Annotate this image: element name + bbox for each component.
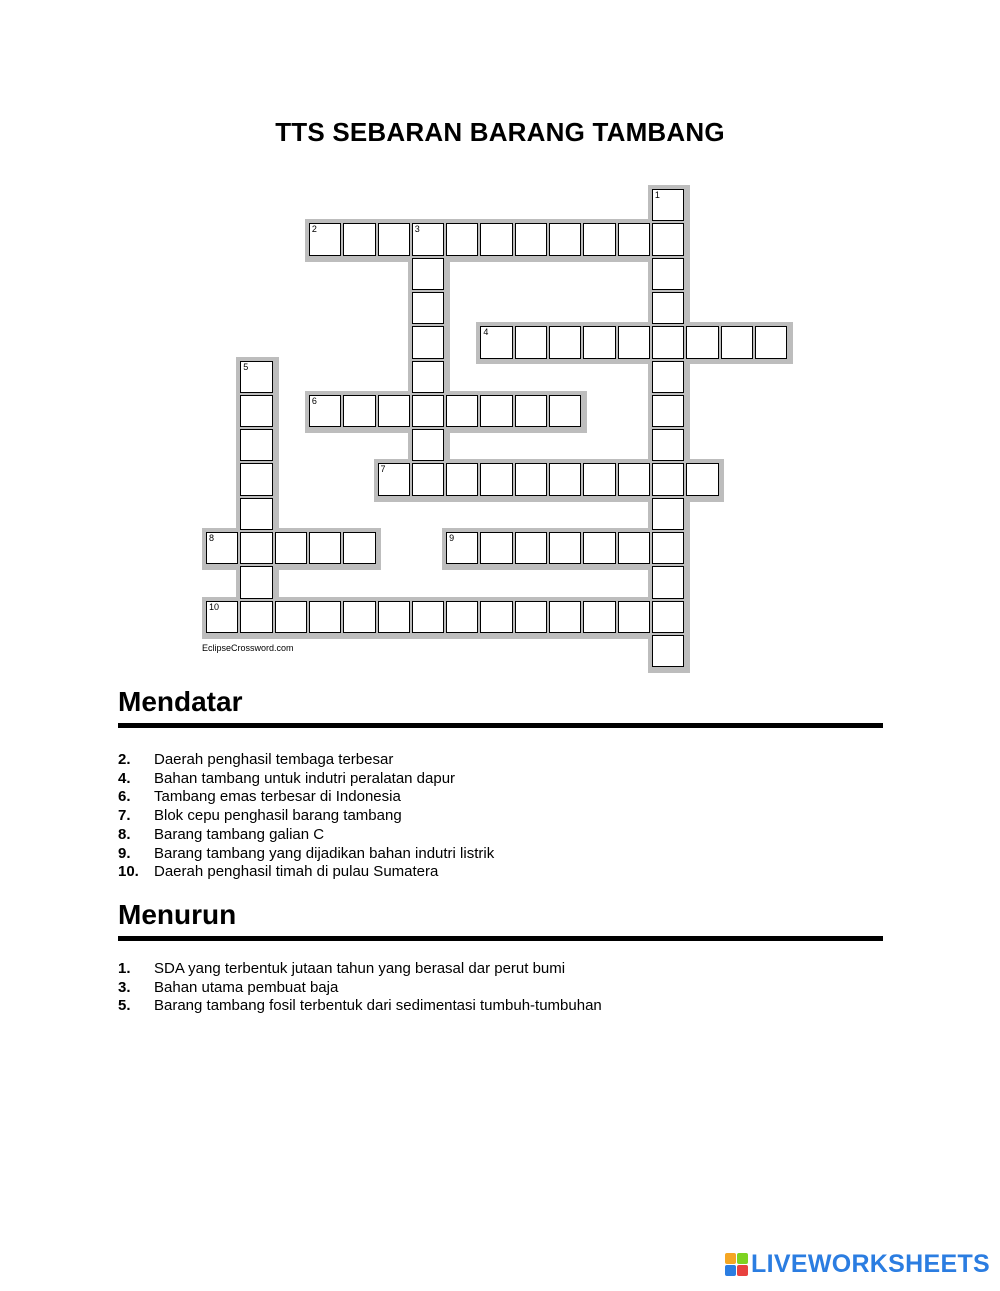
crossword-cell[interactable] <box>240 361 272 393</box>
crossword-cell[interactable] <box>343 532 375 564</box>
crossword-cell[interactable] <box>652 189 684 221</box>
crossword-cell[interactable] <box>515 223 547 255</box>
crossword-cell[interactable] <box>412 326 444 358</box>
crossword-cell[interactable] <box>412 223 444 255</box>
crossword-cell[interactable] <box>549 463 581 495</box>
crossword-cell[interactable] <box>549 601 581 633</box>
clue-item-number: 8. <box>118 825 131 843</box>
clue-item <box>118 807 878 826</box>
crossword-cell[interactable] <box>755 326 787 358</box>
clue-item-text: Daerah penghasil timah di pulau Sumatera <box>154 863 439 881</box>
crossword-cell[interactable] <box>309 395 341 427</box>
crossword-cell[interactable] <box>480 223 512 255</box>
crossword-cell[interactable] <box>652 498 684 530</box>
crossword-cell[interactable] <box>378 395 410 427</box>
crossword-cell[interactable] <box>618 601 650 633</box>
liveworksheets-logo <box>725 1250 990 1279</box>
clue-item <box>118 770 878 789</box>
crossword-cell[interactable] <box>583 326 615 358</box>
clue-item-text: SDA yang terbentuk jutaan tahun yang berasal dar perut bumi <box>154 960 566 977</box>
crossword-cell[interactable] <box>652 463 684 495</box>
crossword-cell[interactable] <box>652 258 684 290</box>
clue-number: 8 <box>209 533 215 543</box>
crossword-cell[interactable] <box>549 326 581 358</box>
clue-item <box>118 960 878 979</box>
crossword-cell[interactable] <box>583 223 615 255</box>
crossword-cell[interactable] <box>309 532 341 564</box>
crossword-cell[interactable] <box>206 532 238 564</box>
crossword-cell[interactable] <box>652 292 684 324</box>
crossword-cell[interactable] <box>515 463 547 495</box>
crossword-cell[interactable] <box>240 463 272 495</box>
crossword-cell[interactable] <box>583 532 615 564</box>
crossword-cell[interactable] <box>549 223 581 255</box>
clue-number: 10 <box>209 601 220 612</box>
crossword-cell[interactable] <box>412 395 444 427</box>
crossword-cell[interactable] <box>480 532 512 564</box>
clue-item-text: Barang tambang fosil terbentuk dari sedimentasi tumbuh-tumbuhan <box>154 997 602 1015</box>
crossword-cell[interactable] <box>412 361 444 393</box>
clue-item <box>118 997 878 1016</box>
crossword-cell[interactable] <box>412 463 444 495</box>
crossword-cell[interactable] <box>446 601 478 633</box>
crossword-cell[interactable] <box>309 601 341 633</box>
crossword-cell[interactable] <box>446 395 478 427</box>
crossword-cell[interactable] <box>412 258 444 290</box>
crossword-cell[interactable] <box>412 601 444 633</box>
crossword-cell[interactable] <box>515 395 547 427</box>
crossword-cell[interactable] <box>652 429 684 461</box>
crossword-cell[interactable] <box>446 223 478 255</box>
crossword-cell[interactable] <box>549 395 581 427</box>
clue-item-number: 10. <box>118 863 139 881</box>
crossword-cell[interactable] <box>652 635 684 667</box>
clue-item-text: Barang tambang yang dijadikan bahan indutri listrik <box>154 844 495 862</box>
crossword-cell[interactable] <box>240 395 272 427</box>
crossword-cell[interactable] <box>206 601 238 633</box>
page-title: TTS SEBARAN BARANG TAMBANG <box>275 117 725 147</box>
crossword-cell[interactable] <box>343 223 375 255</box>
clue-item-text: Barang tambang galian C <box>154 825 325 843</box>
crossword-cell[interactable] <box>652 361 684 393</box>
down-clue-list <box>118 960 878 1016</box>
clue-item-number: 3. <box>118 978 131 996</box>
clue-item <box>118 979 878 998</box>
across-heading: Mendatar <box>118 686 243 717</box>
crossword-cell[interactable] <box>412 429 444 461</box>
clue-number: 7 <box>380 464 386 475</box>
crossword-cell[interactable] <box>240 601 272 633</box>
crossword-cell[interactable] <box>686 326 718 358</box>
across-clue-list <box>118 751 878 882</box>
clue-item <box>118 863 878 882</box>
logo-tile <box>725 1265 736 1276</box>
down-divider <box>118 936 883 941</box>
crossword-cell[interactable] <box>515 532 547 564</box>
crossword-cell[interactable] <box>652 566 684 598</box>
crossword-cell[interactable] <box>240 566 272 598</box>
clue-item-number: 5. <box>118 997 131 1015</box>
clue-item <box>118 788 878 807</box>
clue-item-number: 9. <box>118 844 131 862</box>
logo-text: LIVEWORKSHEETS <box>751 1250 990 1278</box>
clue-number: 3 <box>414 224 420 235</box>
crossword-cell[interactable] <box>240 429 272 461</box>
clue-item-text: Tambang emas terbesar di Indonesia <box>154 788 401 806</box>
clue-item-text: Bahan tambang untuk indutri peralatan dapur <box>154 769 456 787</box>
clue-number: 1 <box>654 190 660 200</box>
clue-item-number: 6. <box>118 788 131 806</box>
crossword-cell[interactable] <box>618 463 650 495</box>
clue-item <box>118 845 878 864</box>
clue-number: 5 <box>243 361 249 372</box>
crossword-cell[interactable] <box>686 463 718 495</box>
down-heading: Menurun <box>118 899 237 930</box>
crossword-cell[interactable] <box>618 326 650 358</box>
crossword-cell[interactable] <box>343 395 375 427</box>
crossword-cell[interactable] <box>618 223 650 255</box>
crossword-cell[interactable] <box>480 326 512 358</box>
clue-item <box>118 826 878 845</box>
crossword-cell[interactable] <box>275 601 307 633</box>
crossword-cell[interactable] <box>583 601 615 633</box>
crossword-cell[interactable] <box>652 395 684 427</box>
clue-item-number: 1. <box>118 960 131 977</box>
clue-number: 9 <box>449 533 455 543</box>
clue-item-number: 7. <box>118 807 131 825</box>
crossword-cell[interactable] <box>378 463 410 495</box>
logo-icon <box>725 1253 748 1276</box>
clue-item-number: 2. <box>118 751 131 768</box>
crossword-cell[interactable] <box>652 532 684 564</box>
clue-number: 2 <box>311 224 317 235</box>
clue-number: 6 <box>311 395 317 406</box>
clue-number: 4 <box>483 327 489 338</box>
crossword-cell[interactable] <box>480 395 512 427</box>
crossword-cell[interactable] <box>309 223 341 255</box>
clue-item-text: Bahan utama pembuat baja <box>154 978 339 996</box>
crossword-cell[interactable] <box>583 463 615 495</box>
across-divider <box>118 723 883 728</box>
clue-item-number: 4. <box>118 769 131 787</box>
crossword-cell[interactable] <box>549 532 581 564</box>
logo-tile <box>725 1253 736 1264</box>
crossword-cell[interactable] <box>240 498 272 530</box>
clue-item <box>118 751 878 770</box>
crossword-cell[interactable] <box>343 601 375 633</box>
crossword-cell[interactable] <box>275 532 307 564</box>
crossword-cell[interactable] <box>652 601 684 633</box>
crossword-cell[interactable] <box>515 601 547 633</box>
crossword-cell[interactable] <box>652 326 684 358</box>
crossword-cell[interactable] <box>378 223 410 255</box>
logo-tile <box>737 1253 748 1264</box>
crossword-cell[interactable] <box>446 463 478 495</box>
clue-item-text: Blok cepu penghasil barang tambang <box>154 807 402 825</box>
crossword-cell[interactable] <box>480 601 512 633</box>
crossword-cell[interactable] <box>412 292 444 324</box>
crossword-cell[interactable] <box>480 463 512 495</box>
crossword-cell[interactable] <box>618 532 650 564</box>
crossword-cell[interactable] <box>652 223 684 255</box>
crossword-cell[interactable] <box>240 532 272 564</box>
clue-item-text: Daerah penghasil tembaga terbesar <box>154 751 394 768</box>
logo-tile <box>737 1265 748 1276</box>
crossword-cell[interactable] <box>515 326 547 358</box>
crossword-cell[interactable] <box>378 601 410 633</box>
crossword-cell[interactable] <box>446 532 478 564</box>
crossword-cell[interactable] <box>721 326 753 358</box>
credit-text: EclipseCrossword.com <box>202 643 294 653</box>
